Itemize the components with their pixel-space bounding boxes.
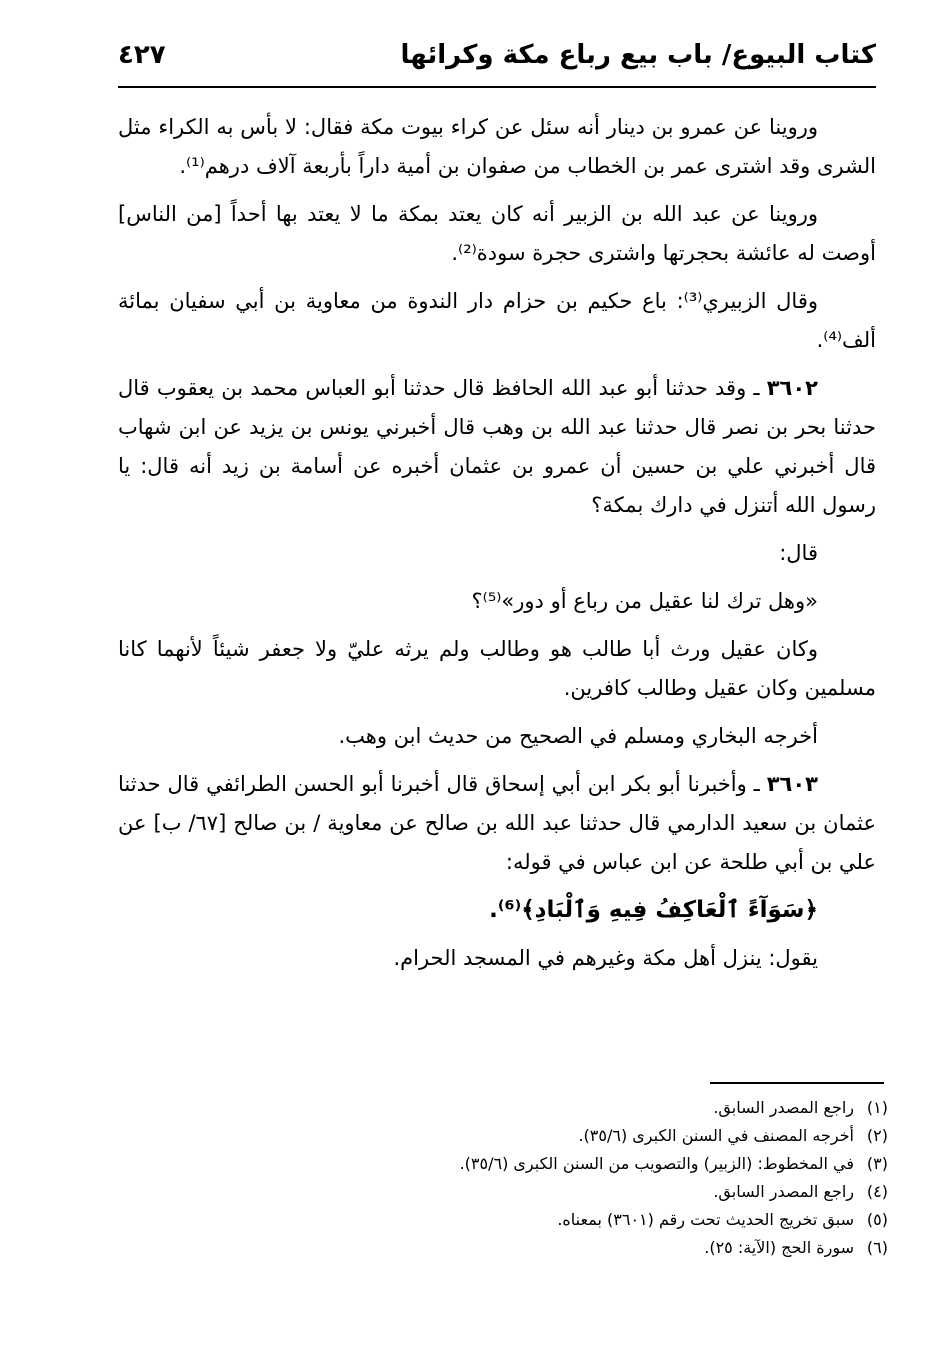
main-text	[118, 108, 876, 987]
footnote	[118, 1150, 888, 1178]
footnote-text: سورة الحج (الآية: ٢٥).	[704, 1238, 854, 1257]
footnote-number: (٥)	[866, 1210, 888, 1229]
footnote	[118, 1234, 888, 1262]
prophetic-quote: «وهل ترك لنا عقيل من رباع أو دور»⁽⁵⁾؟	[471, 589, 818, 613]
paragraph-ibn-zubayr: وروينا عن عبد الله بن الزبير أنه كان يعتد بمكة ما لا يعتد بها أحداً [من الناس] أوصت له عائشة بحجرتها واشترى حجرة سودة⁽²⁾.	[118, 202, 876, 265]
paragraph-amr-ibn-dinar: وروينا عن عمرو بن دينار أنه سئل عن كراء بيوت مكة فقال: لا بأس به الكراء مثل الشرى وقد اشترى عمر بن الخطاب من صفوان بن أمية داراً بأربعة آلاف درهم⁽¹⁾.	[118, 115, 876, 178]
paragraph-qala: قال:	[779, 541, 818, 565]
hadith-number: ٣٦٠٣	[766, 772, 818, 796]
footnote-text: في المخطوط: (الزبير) والتصويب من السنن الكبرى (٣٥/٦).	[459, 1154, 854, 1173]
hadith-number: ٣٦٠٢	[766, 376, 818, 400]
hadith-text: ـ وأخبرنا أبو بكر ابن أبي إسحاق قال أخبرنا أبو الحسن الطرائفي قال حدثنا عثمان بن سعيد الدارمي قال حدثنا عبد الله بن صالح عن معاوية / بن صالح [٦٧/ ب] عن علي بن أبي طلحة عن ابن عباس في قوله:	[118, 772, 877, 874]
footnote-number: (١)	[866, 1098, 888, 1117]
page-number: ٤٢٧	[118, 40, 166, 70]
footnote	[118, 1122, 888, 1150]
footnotes	[118, 1094, 888, 1262]
footnote-text: سبق تخريج الحديث تحت رقم (٣٦٠١) بمعناه.	[557, 1210, 854, 1229]
footnote-number: (٦)	[866, 1238, 888, 1257]
paragraph-yaqul: يقول: ينزل أهل مكة وغيرهم في المسجد الحرام.	[393, 946, 818, 970]
running-title: كتاب البيوع/ باب بيع رباع مكة وكرائها	[400, 40, 876, 70]
footnote-text: أخرجه المصنف في السنن الكبرى (٣٥/٦).	[578, 1126, 854, 1145]
hadith-3603	[118, 765, 876, 882]
footnote-number: (٤)	[866, 1182, 888, 1201]
footnote-number: (٣)	[866, 1154, 888, 1173]
quran-verse: ﴿سَوَآءً ٱلْعَاكِفُ فِيهِ وَٱلْبَادِ﴾⁽⁶⁾.	[489, 897, 818, 923]
footnote	[118, 1178, 888, 1206]
hadith-3602	[118, 369, 876, 525]
paragraph-aqil: وكان عقيل ورث أبا طالب هو وطالب ولم يرثه عليّ ولا جعفر شيئاً لأنهما كانا مسلمين وكان عقيل وطالب كافرين.	[118, 637, 876, 700]
page-header	[118, 36, 876, 86]
paragraph-takhrij: أخرجه البخاري ومسلم في الصحيح من حديث ابن وهب.	[338, 724, 818, 748]
hadith-text: ـ وقد حدثنا أبو عبد الله الحافظ قال حدثنا أبو العباس محمد بن يعقوب قال حدثنا بحر بن نصر قال حدثنا عبد الله بن وهب قال أخبرني يونس بن يزيد عن ابن شهاب قال أخبرني علي بن حسين أن عمرو بن عثمان أخبره عن أسامة بن زيد أنه قال: يا رسول الله أتنزل في دارك بمكة؟	[118, 376, 876, 517]
header-divider	[118, 86, 876, 88]
footnote	[118, 1094, 888, 1122]
footnote-number: (٢)	[866, 1126, 888, 1145]
footnote	[118, 1206, 888, 1234]
footnote-text: راجع المصدر السابق.	[713, 1182, 854, 1201]
paragraph-zubayri: وقال الزبيري⁽³⁾: باع حكيم بن حزام دار الندوة من معاوية بن أبي سفيان بمائة ألف⁽⁴⁾.	[118, 289, 876, 352]
footnote-divider	[710, 1082, 884, 1084]
footnote-text: راجع المصدر السابق.	[713, 1098, 854, 1117]
